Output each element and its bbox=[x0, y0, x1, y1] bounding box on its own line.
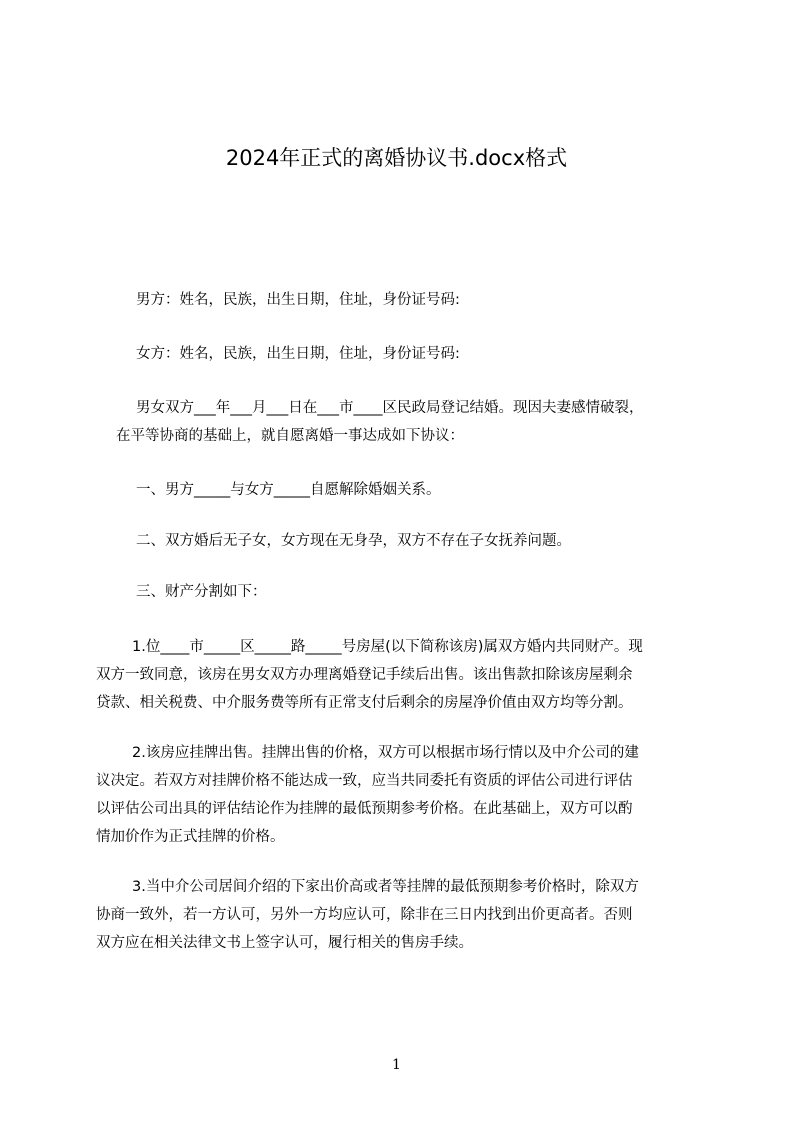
paragraph-line: 协商一致外，若一方认可，另外一方均应认可，除非在三日内找到出价更高者。否则 bbox=[96, 907, 633, 923]
paragraph-line: 双方应在相关法律文书上签字认可，履行相关的售房手续。 bbox=[96, 935, 473, 951]
paragraph-male-party: 男方：姓名，民族，出生日期，住址，身份证号码: bbox=[136, 292, 460, 308]
paragraph-line: 情加价作为正式挂牌的价格。 bbox=[96, 829, 285, 845]
paragraph-female-party: 女方：姓名，民族，出生日期，住址，身份证号码: bbox=[136, 346, 460, 362]
paragraph-line: 贷款、相关税费、中介服务费等所有正常支付后剩余的房屋净价值由双方均等分割。 bbox=[96, 695, 633, 711]
paragraph-line: 双方一致同意，该房在男女双方办理离婚登记手续后出售。该出售款扣除该房屋剩余 bbox=[96, 667, 633, 683]
paragraph-line: 男女双方___年___月___日在___市____区民政局登记结婚。现因夫妻感情破裂， bbox=[136, 400, 644, 416]
item-2 bbox=[96, 739, 706, 851]
paragraph-line: 2.该房应挂牌出售。挂牌出售的价格，双方可以根据市场行情以及中介公司的建 bbox=[132, 745, 639, 761]
clause-3: 三、财产分割如下： bbox=[136, 584, 267, 600]
page-number: 1 bbox=[392, 1057, 401, 1073]
paragraph-line: 在平等协商的基础上，就自愿离婚一事达成如下协议： bbox=[116, 428, 464, 444]
paragraph-intro bbox=[116, 394, 726, 450]
paragraph-line: 以评估公司出具的评估结论作为挂牌的最低预期参考价格。在此基础上，双方可以酌 bbox=[96, 801, 633, 817]
paragraph-line: 议决定。若双方对挂牌价格不能达成一致，应当共同委托有资质的评估公司进行评估 bbox=[96, 773, 633, 789]
paragraph-line: 1.位____市_____区_____路_____号房屋(以下简称该房)属双方婚内共同财产。现 bbox=[132, 639, 643, 655]
clause-1: 一、男方_____与女方_____自愿解除婚姻关系。 bbox=[136, 482, 441, 498]
document-title: 2024年正式的离婚协议书.docx格式 bbox=[225, 146, 568, 170]
paragraph-line: 3.当中介公司居间介绍的下家出价高或者等挂牌的最低预期参考价格时，除双方 bbox=[132, 879, 639, 895]
clause-2: 二、双方婚后无子女，女方现在无身孕，双方不存在子女抚养问题。 bbox=[136, 533, 571, 549]
item-3 bbox=[96, 873, 706, 957]
item-1 bbox=[96, 633, 706, 717]
